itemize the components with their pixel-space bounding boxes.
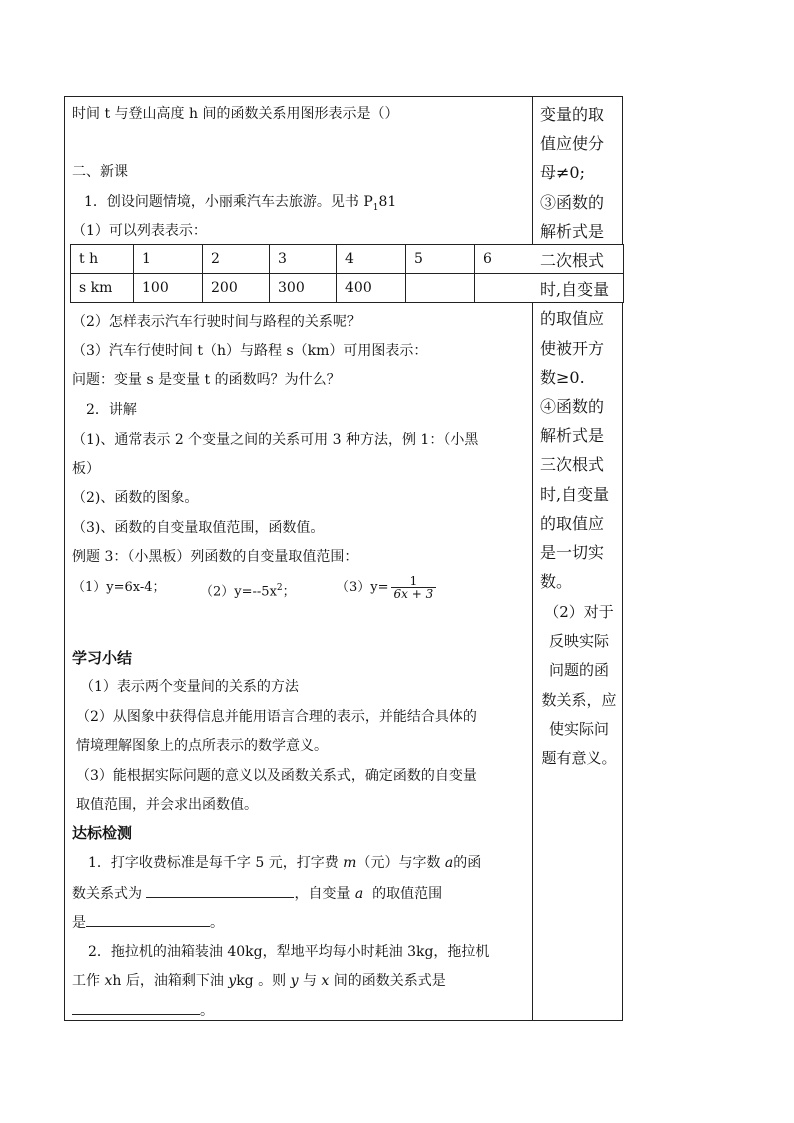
side-note-line: 是一切实 [540, 543, 605, 562]
problem-1-cont: 数关系式为 ，自变量 a 的取值范围 [72, 883, 442, 904]
side-note-line: （2）对于 [544, 603, 614, 621]
table-cell: 300 [270, 274, 337, 303]
side-note-line: 题有意义。 [541, 749, 617, 767]
table-cell: 100 [134, 274, 203, 303]
lecture-2: （2)、函数的图象。 [72, 490, 199, 506]
fraction: $\frac{1}{6x + 3}$ [391, 575, 437, 600]
table-cell: 200 [203, 274, 270, 303]
summary-3-cont: 取值范围，并会求出函数值。 [76, 797, 258, 813]
side-note-line: 时,自变量 [540, 484, 610, 504]
side-note-line: 解析式是 [540, 426, 605, 446]
side-note-line: 反映实际 [548, 632, 609, 651]
summary-title: 学习小结 [72, 649, 133, 667]
table-cell: 1 [134, 245, 203, 274]
step1-text: 1．创设问题情境，小丽乘汽车去旅游。见书 $P_181$ [84, 194, 397, 213]
summary-2-cont: 情境理解图象上的点所表示的数学意义。 [76, 738, 328, 754]
table-cell: 3 [270, 245, 337, 274]
section-new-lesson: 二、新课 [72, 164, 128, 180]
problem-1: 1．打字收费标准是每千字 5 元，打字费 m（元）与字数 a的函 [88, 855, 482, 871]
side-note-line: 问题的函 [548, 661, 609, 680]
formula-2: $(2)y=--5x^2$； [200, 583, 296, 600]
side-note-line: 二次根式 [540, 251, 605, 270]
side-note-line: 数。 [540, 572, 573, 592]
intro-text: 时间 t 与登山高度 h 间的函数关系用图形表示是（） [72, 106, 399, 122]
question-text: 问题：变量 s 是变量 t 的函数吗？为什么？ [72, 372, 341, 388]
side-note-line: 解析式是 [540, 221, 605, 241]
table-caption: （1）可以列表表示： [72, 223, 207, 239]
table-cell: t h [71, 245, 134, 274]
side-note-line: 的取值应 [540, 513, 605, 533]
side-note-line: 母≠0; [540, 163, 585, 183]
question-3: （3）汽车行使时间 t（h）与路程 s（km）可用图表示： [72, 343, 428, 359]
side-note-line: 使被开方 [540, 338, 605, 358]
formula-1: （1）y=6x-4； [72, 580, 166, 595]
table-cell: 4 [337, 245, 406, 274]
side-note-line: 的取值应 [540, 309, 605, 329]
lecture-1-cont: 板） [72, 461, 100, 477]
table-cell: 6 [475, 245, 624, 274]
table-cell: 400 [337, 274, 406, 303]
side-note-line: 值应使分 [540, 134, 605, 154]
problem-1-range: 是 。 [72, 912, 224, 933]
problem-2-cont: 工作 xh 后，油箱剩下油 ykg 。则 y 与 x 间的函数关系式是 [72, 973, 446, 989]
column-divider [532, 96, 533, 1021]
answer-blank[interactable] [146, 883, 294, 898]
answer-blank[interactable] [72, 1000, 200, 1015]
side-note-line: 使实际问 [548, 719, 609, 738]
formula-3: （3）y= $\frac{1}{6x + 3}$ [336, 573, 436, 607]
table-cell [406, 274, 475, 303]
answer-blank[interactable] [86, 912, 210, 927]
side-note-line: 时,自变量 [540, 280, 610, 300]
summary-3: （3）能根据实际问题的意义以及函数关系式，确定函数的自变量 [76, 768, 477, 784]
side-note-line: 数关系，应 [541, 690, 617, 709]
lecture-1: （1)、通常表示 2 个变量之间的关系可用 3 种方法，例 1：（小黑 [72, 432, 479, 448]
table-cell: 5 [406, 245, 475, 274]
summary-2: （2）从图象中获得信息并能用语言合理的表示，并能结合具体的 [76, 709, 477, 725]
side-note-line: 变量的取 [540, 105, 605, 124]
summary-1: （1）表示两个变量间的关系的方法 [80, 679, 299, 695]
question-2: （2）怎样表示汽车行驶时间与路程的关系呢？ [72, 314, 361, 330]
table-cell: s km [71, 274, 134, 303]
step2-text: 2．讲解 [86, 402, 137, 418]
lecture-3: （3)、函数的自变量取值范围，函数值。 [72, 520, 325, 536]
example-3: 例题 3：（小黑板）列函数的自变量取值范围： [72, 549, 359, 565]
table-cell: 2 [203, 245, 270, 274]
side-note-line: 三次根式 [540, 455, 605, 475]
side-note-line: ③函数的 [540, 192, 605, 212]
test-title: 达标检测 [72, 824, 133, 842]
side-note-line: ④函数的 [540, 397, 605, 416]
problem-2: 2．拖拉机的油箱装油 40kg，犁地平均每小时耗油 3kg，拖拉机 [88, 944, 490, 960]
side-note-line: 数≥0. [540, 367, 585, 387]
problem-2-answer: 。 [72, 1000, 214, 1021]
